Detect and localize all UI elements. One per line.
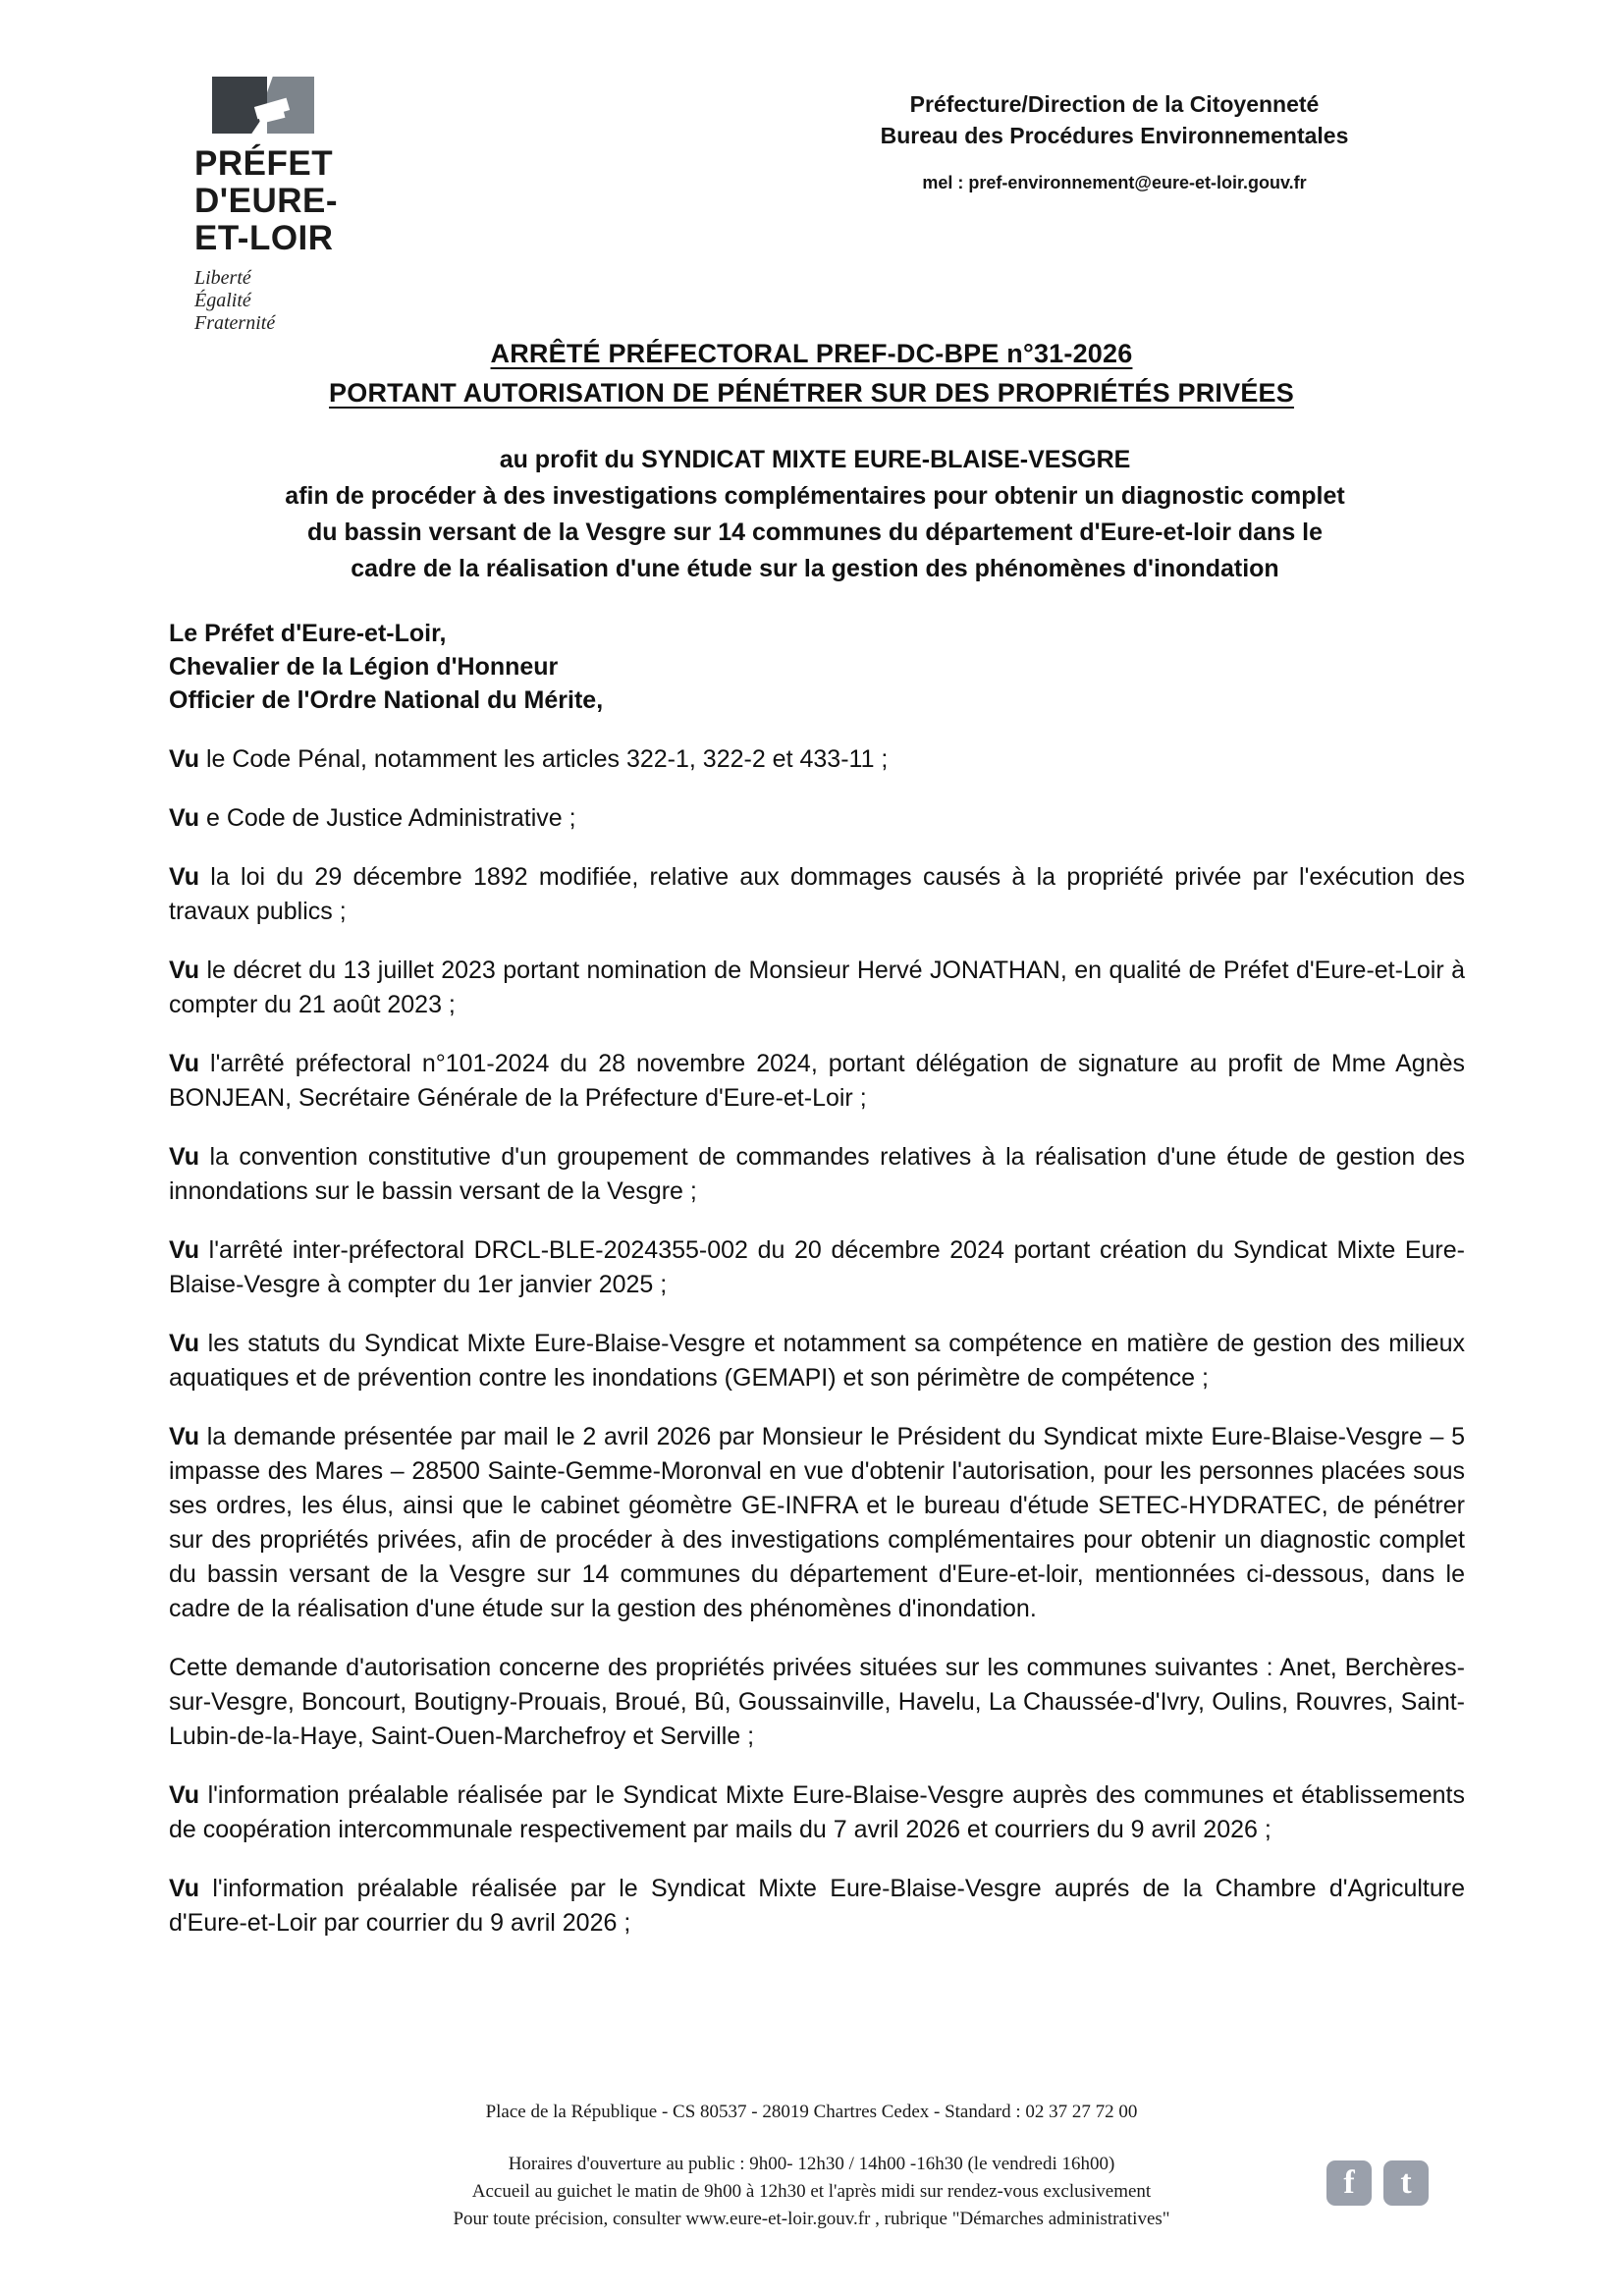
considerant-paragraph bbox=[169, 1327, 1465, 1395]
document-body bbox=[169, 617, 1465, 1965]
paragraph-lead: Vu bbox=[169, 745, 200, 773]
paragraph-text: e Code de Justice Administrative ; bbox=[199, 804, 576, 832]
considerant-paragraph bbox=[169, 1872, 1465, 1941]
preamble-line-1: Le Préfet d'Eure-et-Loir, bbox=[169, 620, 447, 647]
subtitle-line-1: au profit du SYNDICAT MIXTE EURE-BLAISE-VESGRE bbox=[499, 446, 1131, 473]
issuing-office bbox=[800, 88, 1429, 193]
paragraph-text: l'information préalable réalisée par le Syndicat Mixte Eure-Blaise-Vesgre auprès des communes et établissements de coopération intercommunale respectivement par mails du 7 avril 2026 et courriers du 9 avril 2026 ; bbox=[169, 1781, 1465, 1843]
title-object: PORTANT AUTORISATION DE PÉNÉTRER SUR DES PROPRIÉTÉS PRIVÉES bbox=[329, 378, 1294, 408]
paragraph-lead: Vu bbox=[169, 1143, 200, 1171]
paragraph-lead: Vu bbox=[169, 1875, 200, 1902]
paragraph-lead: Vu bbox=[169, 863, 200, 891]
document-subtitle bbox=[177, 442, 1453, 587]
paragraph-text: la loi du 29 décembre 1892 modifiée, relative aux dommages causés à la propriété privée par l'exécution des travaux publics ; bbox=[169, 863, 1465, 925]
paragraph-text: la convention constitutive d'un groupement de commandes relatives à la réalisation d'une étude de gestion des innondations sur le bassin versant de la Vesgre ; bbox=[169, 1143, 1465, 1205]
motto-egalite: Égalité bbox=[194, 290, 251, 311]
twitter-icon[interactable] bbox=[1383, 2160, 1429, 2206]
paragraph-text: l'information préalable réalisée par le Syndicat Mixte Eure-Blaise-Vesgre auprés de la Chambre d'Agriculture d'Eure-et-Loir par courrier du 9 avril 2026 ; bbox=[169, 1875, 1465, 1937]
paragraph-text: le Code Pénal, notamment les articles 322-1, 322-2 et 433-11 ; bbox=[199, 745, 889, 773]
prefecture-branding bbox=[194, 77, 518, 335]
marianne-emblem-icon bbox=[212, 77, 314, 134]
office-email: mel : pref-environnement@eure-et-loir.gouv.fr bbox=[922, 173, 1307, 192]
paragraph-text: Cette demande d'autorisation concerne des propriétés privées situées sur les communes suivantes : Anet, Berchères-sur-Vesgre, Boncourt, Boutigny-Prouais, Broué, Bû, Goussainville, Havelu, La Chaussée-d'Ivry, Oulins, Rouvres, Saint-Lubin-de-la-Haye, Saint-Ouen-Marchefroy et Serville ; bbox=[169, 1654, 1465, 1750]
paragraph-lead: Vu bbox=[169, 1423, 200, 1450]
paragraph-lead: Vu bbox=[169, 957, 200, 984]
subtitle-line-4: cadre de la réalisation d'une étude sur la gestion des phénomènes d'inondation bbox=[351, 555, 1279, 582]
considerant-paragraph bbox=[169, 1778, 1465, 1847]
brand-name-line-1: PRÉFET bbox=[194, 144, 334, 183]
paragraph-text: l'arrêté inter-préfectoral DRCL-BLE-2024355-002 du 20 décembre 2024 portant création du Syndicat Mixte Eure-Blaise-Vesgre à compter du 1er janvier 2025 ; bbox=[169, 1236, 1465, 1298]
twitter-glyph: t bbox=[1400, 2164, 1412, 2201]
brand-name bbox=[194, 145, 518, 257]
brand-name-line-3: ET-LOIR bbox=[194, 219, 334, 257]
document-title bbox=[0, 334, 1623, 412]
considerant-paragraph bbox=[169, 860, 1465, 929]
brand-name-line-2: D'EURE- bbox=[194, 182, 338, 220]
facebook-icon[interactable] bbox=[1326, 2160, 1372, 2206]
office-bureau: Bureau des Procédures Environnementales bbox=[880, 123, 1349, 148]
considerant-paragraph bbox=[169, 1233, 1465, 1302]
paragraph-text: le décret du 13 juillet 2023 portant nomination de Monsieur Hervé JONATHAN, en qualité de Préfet d'Eure-et-Loir à compter du 21 août 2023 ; bbox=[169, 957, 1465, 1018]
paragraph-lead: Vu bbox=[169, 804, 200, 832]
preamble-line-2: Chevalier de la Légion d'Honneur bbox=[169, 653, 559, 681]
motto-fraternite: Fraternité bbox=[194, 312, 276, 334]
footer-hours-line-2: Accueil au guichet le matin de 9h00 à 12h30 et l'après midi sur rendez-vous exclusivement bbox=[471, 2181, 1152, 2202]
considerant-paragraph bbox=[169, 801, 1465, 836]
communes-paragraph bbox=[169, 1651, 1465, 1754]
preamble bbox=[169, 617, 1465, 717]
considerant-paragraph bbox=[169, 1047, 1465, 1116]
subtitle-line-3: du bassin versant de la Vesgre sur 14 communes du département d'Eure-et-loir dans le bbox=[306, 519, 1324, 546]
considerant-paragraph bbox=[169, 1420, 1465, 1626]
paragraph-lead: Vu bbox=[169, 1781, 200, 1809]
title-reference: ARRÊTÉ PRÉFECTORAL PREF-DC-BPE n°31-2026 bbox=[490, 339, 1133, 368]
paragraph-lead: Vu bbox=[169, 1330, 200, 1357]
motto-liberte: Liberté bbox=[194, 267, 251, 289]
paragraph-text: la demande présentée par mail le 2 avril 2026 par Monsieur le Président du Syndicat mixte Eure-Blaise-Vesgre – 5 impasse des Mares – 28500 Sainte-Gemme-Moronval en vue d'obtenir l'autorisation, pour les personnes placées sous ses ordres, les élus, ainsi que le cabinet géomètre GE-INFRA et le bureau d'étude SETEC-HYDRATEC, de pénétrer sur des propriétés privées, afin de procéder à des investigations complémentaires pour obtenir un diagnostic complet du bassin versant de la Vesgre sur 14 communes du département d'Eure-et-loir, mentionnées ci-dessous, dans le cadre de la réalisation d'une étude sur la gestion des phénomènes d'inondation. bbox=[169, 1423, 1465, 1622]
subtitle-line-2: afin de procéder à des investigations complémentaires pour obtenir un diagnostic complet bbox=[285, 482, 1345, 510]
paragraph-lead: Vu bbox=[169, 1236, 200, 1264]
paragraph-lead: Vu bbox=[169, 1050, 200, 1077]
social-links bbox=[1326, 2160, 1429, 2206]
paragraph-text: l'arrêté préfectoral n°101-2024 du 28 novembre 2024, portant délégation de signature au profit de Mme Agnès BONJEAN, Secrétaire Générale de la Préfecture d'Eure-et-Loir ; bbox=[169, 1050, 1465, 1112]
paragraph-text: les statuts du Syndicat Mixte Eure-Blaise-Vesgre et notamment sa compétence en matière de gestion des milieux aquatiques et de prévention contre les inondations (GEMAPI) et son périmètre de compétence ; bbox=[169, 1330, 1465, 1392]
considerant-paragraph bbox=[169, 742, 1465, 777]
footer-address: Place de la République - CS 80537 - 28019 Chartres Cedex - Standard : 02 37 27 72 00 bbox=[485, 2102, 1138, 2122]
facebook-glyph: f bbox=[1343, 2164, 1355, 2201]
footer-hours-line-1: Horaires d'ouverture au public : 9h00- 12h30 / 14h00 -16h30 (le vendredi 16h00) bbox=[508, 2154, 1115, 2174]
considerant-paragraph bbox=[169, 1140, 1465, 1209]
footer-hours-line-3: Pour toute précision, consulter www.eure-et-loir.gouv.fr , rubrique "Démarches administratives" bbox=[453, 2209, 1170, 2229]
office-direction: Préfecture/Direction de la Citoyenneté bbox=[909, 91, 1320, 117]
document-header bbox=[0, 77, 1623, 332]
considerant-paragraph bbox=[169, 954, 1465, 1022]
republic-motto bbox=[194, 267, 518, 335]
preamble-line-3: Officier de l'Ordre National du Mérite, bbox=[169, 686, 604, 714]
